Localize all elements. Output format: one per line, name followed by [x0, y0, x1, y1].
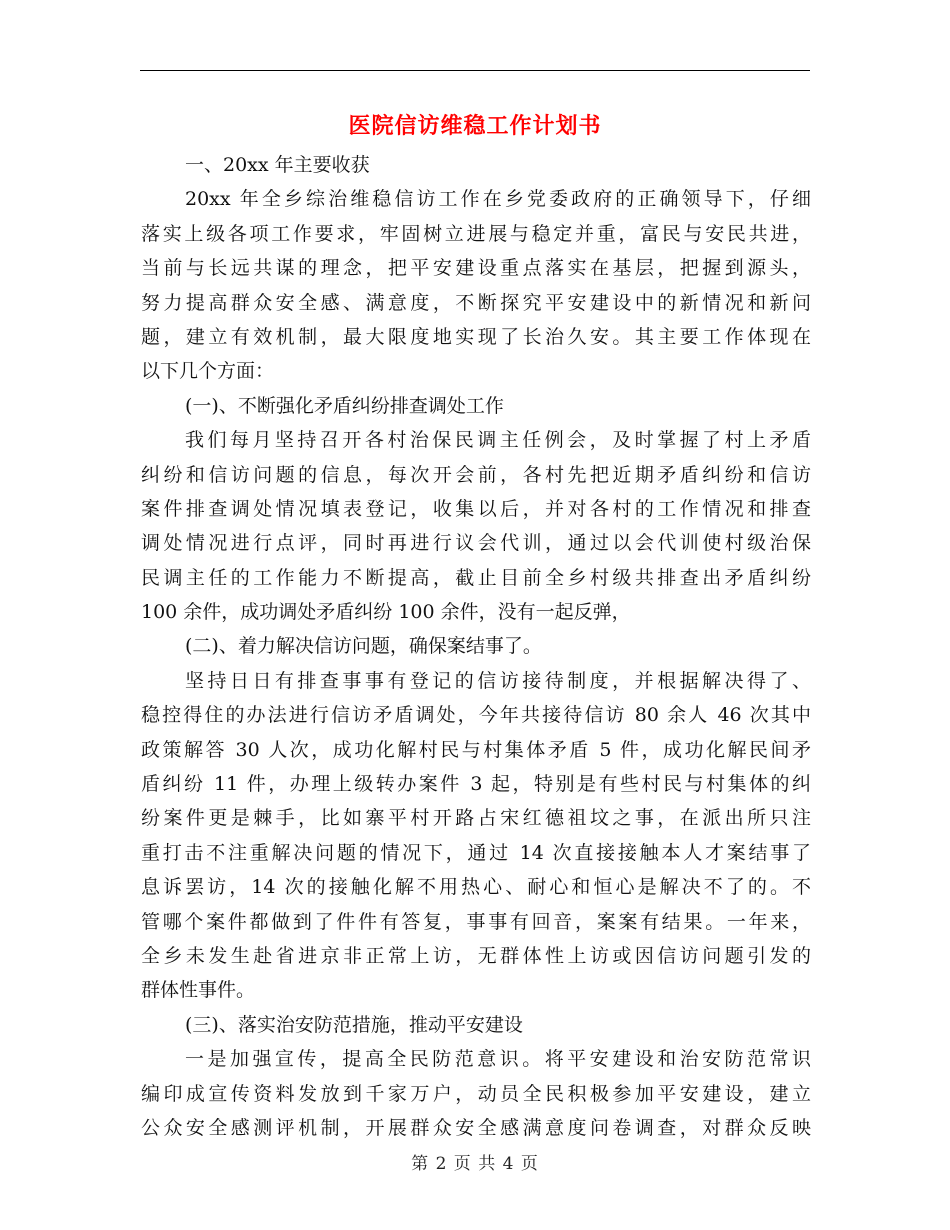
- paragraph-line: 案件排查调处情况填表登记，收集以后，并对各村的工作情况和排查: [141, 497, 811, 520]
- paragraph-line: 当前与长远共谋的理念，把平安建设重点落实在基层，把握到源头，: [141, 257, 811, 280]
- paragraph-line: 纷案件更是棘手，比如寨平村开路占宋红德祖坟之事，在派出所只注: [141, 807, 811, 830]
- paragraph-line: 盾纠纷 11 件，办理上级转办案件 3 起，特别是有些村民与村集体的纠: [141, 773, 811, 796]
- document-title: 医院信访维稳工作计划书: [348, 113, 602, 139]
- section-heading: 一、20xx 年主要收获: [185, 154, 370, 176]
- paragraph-line: 调处情况进行点评，同时再进行议会代训，通过以会代训使村级治保: [141, 532, 811, 555]
- subsection-heading: (二)、着力解决信访问题，确保案结事了。: [185, 635, 542, 658]
- paragraph-line: 稳控得住的办法进行信访矛盾调处，今年共接待信访 80 余人 46 次其中: [141, 704, 811, 727]
- paragraph-line: 公众安全感测评机制，开展群众安全感满意度问卷调查，对群众反映: [141, 1116, 811, 1139]
- paragraph-line: 纠纷和信访问题的信息，每次开会前，各村先把近期矛盾纠纷和信访: [141, 463, 811, 486]
- paragraph-line: 以下几个方面：: [141, 360, 275, 383]
- paragraph-line: 管哪个案件都做到了件件有答复，事事有回音，案案有结果。一年来，: [141, 910, 811, 933]
- subsection-heading: (三)、落实治安防范措施，推动平安建设: [185, 1013, 523, 1036]
- paragraph-line: 群体性事件。: [141, 979, 256, 1002]
- paragraph-line: 政策解答 30 人次，成功化解村民与村集体矛盾 5 件，成功化解民间矛: [141, 738, 811, 761]
- paragraph-line: 努力提高群众安全感、满意度，不断探究平安建设中的新情况和新问: [141, 291, 811, 314]
- paragraph-line: 重打击不注重解决问题的情况下，通过 14 次直接接触本人才案结事了: [141, 841, 811, 864]
- paragraph-line: 息诉罢访，14 次的接触化解不用热心、耐心和恒心是解决不了的。不: [141, 876, 811, 899]
- paragraph-line: 民调主任的工作能力不断提高，截止目前全乡村级共排查出矛盾纠纷: [141, 566, 811, 589]
- subsection-heading: (一)、不断强化矛盾纠纷排查调处工作: [185, 394, 504, 417]
- page-number: 第 2 页 共 4 页: [411, 1154, 539, 1174]
- paragraph-line: 我们每月坚持召开各村治保民调主任例会，及时掌握了村上矛盾: [185, 429, 811, 452]
- paragraph-line: 落实上级各项工作要求，牢固树立进展与稳定并重，富民与安民共进，: [141, 222, 811, 245]
- paragraph-line: 编印成宣传资料发放到千家万户，动员全民积极参加平安建设，建立: [141, 1082, 811, 1105]
- paragraph-line: 20xx 年全乡综治维稳信访工作在乡党委政府的正确领导下，仔细: [185, 188, 811, 211]
- document-body: [141, 148, 811, 1145]
- paragraph-line: 100 余件，成功调处矛盾纠纷 100 余件，没有一起反弹，: [141, 601, 631, 624]
- paragraph-line: 全乡未发生赴省进京非正常上访，无群体性上访或因信访问题引发的: [141, 944, 811, 967]
- paragraph-line: 坚持日日有排查事事有登记的信访接待制度，并根据解决得了、: [185, 669, 811, 692]
- paragraph-line: 题，建立有效机制，最大限度地实现了长治久安。其主要工作体现在: [141, 325, 811, 348]
- header-rule: [140, 70, 810, 71]
- paragraph-line: 一是加强宣传，提高全民防范意识。将平安建设和治安防范常识: [185, 1048, 811, 1071]
